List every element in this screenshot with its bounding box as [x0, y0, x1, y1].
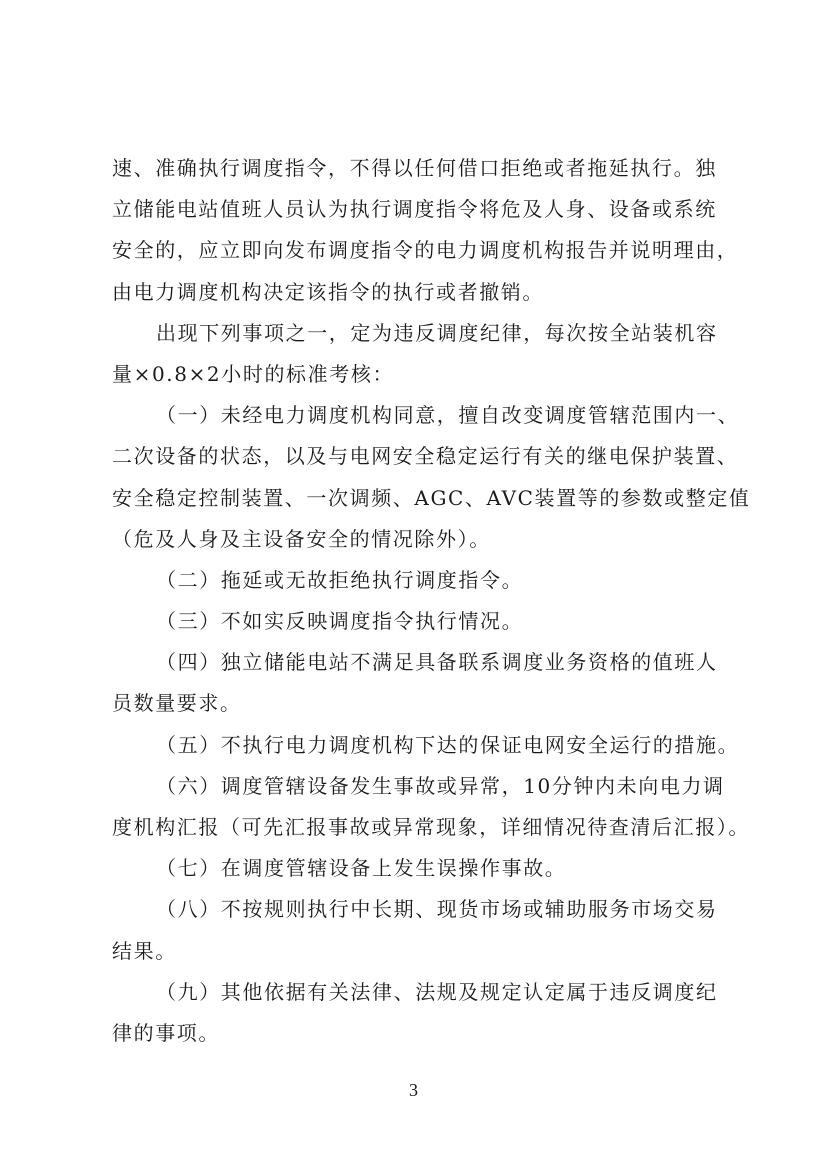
text-line: 二次设备的状态，以及与电网安全稳定运行有关的继电保护装置、 — [112, 444, 739, 469]
text-line: 由电力调度机构决定该指令的执行或者撤销。 — [112, 279, 544, 304]
list-item-4: （四）独立储能电站不满足具备联系调度业务资格的值班人 — [156, 650, 718, 675]
list-item-8: （八）不按规则执行中长期、现货市场或辅助服务市场交易 — [156, 897, 718, 922]
text-line: 量×0.8×2小时的标准考核： — [112, 361, 395, 386]
text-line: 度机构汇报（可先汇报事故或异常现象，详细情况待查清后汇报）。 — [112, 815, 750, 839]
text-line: （危及人身及主设备安全的情况除外）。 — [112, 526, 491, 551]
body-text — [112, 148, 752, 1054]
text-line: 安全的，应立即向发布调度指令的电力调度机构报告并说明理由， — [112, 238, 739, 263]
list-item-9: （九）其他依据有关法律、法规及规定认定属于违反调度纪 — [156, 979, 718, 1004]
list-item-7: （七）在调度管辖设备上发生误操作事故。 — [156, 856, 567, 881]
text-line: 律的事项。 — [112, 1020, 220, 1045]
list-item-2: （二）拖延或无故拒绝执行调度指令。 — [156, 567, 524, 592]
list-item-6: （六）调度管辖设备发生事故或异常，10分钟内未向电力调 — [156, 773, 725, 798]
text-line: 速、准确执行调度指令，不得以任何借口拒绝或者拖延执行。独 — [112, 156, 717, 180]
text-line: 员数量要求。 — [112, 691, 242, 716]
list-item-5: （五）不执行电力调度机构下达的保证电网安全运行的措施。 — [156, 732, 740, 757]
text-line: 立储能电站值班人员认为执行调度指令将危及人身、设备或系统 — [112, 197, 717, 222]
text-line: 安全稳定控制装置、一次调频、AGC、AVC装置等的参数或整定值 — [112, 485, 751, 510]
text-line: 结果。 — [112, 938, 177, 963]
list-item-1: （一）未经电力调度机构同意，擅自改变调度管辖范围内一、 — [156, 403, 740, 428]
page-number: 3 — [409, 1080, 418, 1100]
text-line: 出现下列事项之一，定为违反调度纪律，每次按全站装机容 — [156, 320, 718, 345]
list-item-3: （三）不如实反映调度指令执行情况。 — [156, 609, 524, 634]
